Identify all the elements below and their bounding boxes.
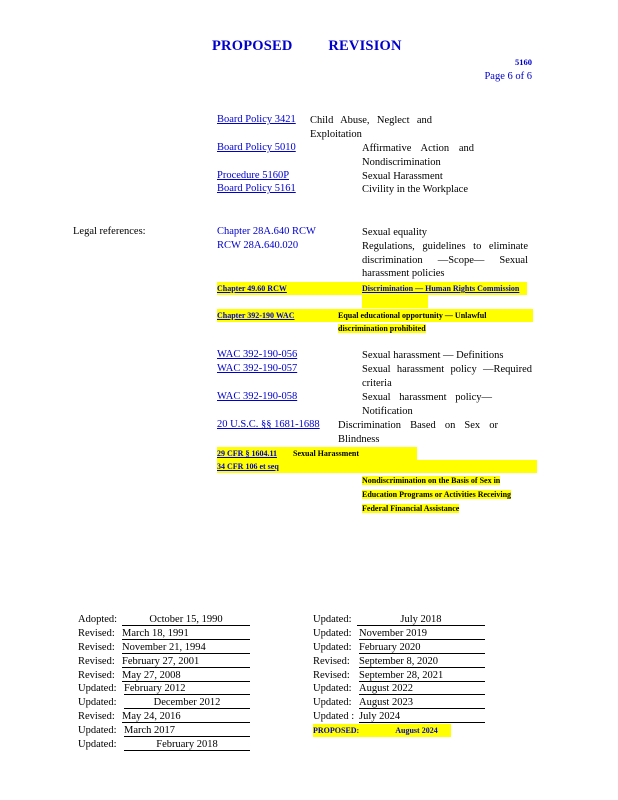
history-label: Updated : [313,711,355,723]
history-label: Revised: [313,655,350,667]
document-title: PROPOSED REVISION [212,38,402,54]
legal-ref: 34 CFR 106 et seq [217,462,279,471]
highlight-desc [338,309,533,335]
related-desc: Sexual Harassment [362,171,443,182]
related-desc: Civility in the Workplace [362,184,468,195]
link-board-policy-5010[interactable]: Board Policy 5010 [217,142,296,153]
legal-ref: WAC 392-190-057 [217,363,298,374]
history-date: November 21, 1994 [122,641,250,654]
history-date: February 2020 [359,641,485,654]
history-row [313,710,451,724]
history-row [78,641,206,655]
history-row [313,641,451,655]
history-date: February 27, 2001 [122,655,250,668]
history-label: Updated: [78,725,117,737]
history-date: March 2017 [124,724,250,737]
history-label: PROPOSED: [313,726,360,736]
history-label: Updated: [78,739,117,751]
history-row [78,696,221,710]
history-date: September 8, 2020 [359,655,485,668]
history-date: October 15, 1990 [122,613,250,626]
related-desc: Affirmative Action and Nondiscrimination [362,143,474,168]
legal-ref: 20 U.S.C. §§ 1681-1688 [217,419,320,430]
highlight-continuation [362,295,428,308]
history-left [78,613,223,752]
legal-desc: Discrimination Based on Sex or Blindness [338,420,498,445]
legal-desc: Discrimination — Human Rights Commission [362,284,520,293]
history-row [78,613,223,627]
legal-desc: Sexual harassment — Definitions [362,350,504,361]
highlight-row [217,447,417,460]
legal-ref: RCW 28A.640.020 [217,240,299,251]
history-label: Revised: [78,655,115,667]
history-label: Revised: [78,627,115,639]
history-row [78,655,200,669]
history-right [313,613,451,738]
legal-desc: Sexual harassment policy —Required criteria [362,364,532,389]
history-date: November 2019 [359,627,485,640]
history-label: Revised: [78,711,115,723]
history-label: Updated: [313,697,352,709]
history-date: September 28, 2021 [359,669,485,682]
history-row [313,669,451,683]
legal-ref: WAC 392-190-056 [217,349,298,360]
history-label: Updated: [313,627,352,639]
legal-ref: WAC 392-190-058 [217,391,298,402]
history-row [313,655,451,669]
legal-desc: Nondiscrimination on the Basis of Sex in Education Programs or Activities Receiving Federal Financial Assistance [362,476,512,513]
history-row [78,724,176,738]
highlight-desc [362,474,530,516]
history-label: Updated: [313,641,352,653]
history-date: December 2012 [124,696,250,709]
legal-ref: Chapter 28A.640 RCW [217,226,316,237]
legal-desc: Sexual Harassment [293,449,359,458]
legal-references-label: Legal references: [73,226,146,237]
legal-desc: Sexual harassment policy— Notification [362,392,492,417]
legal-desc: Equal educational opportunity — Unlawful discrimination prohibited [338,311,487,333]
policy-number: 5160 [515,57,532,67]
history-date: May 24, 2016 [122,710,250,723]
history-date: February 2012 [124,682,250,695]
history-date: July 2018 [357,613,485,626]
history-date: August 2024 [395,726,438,736]
legal-ref: 29 CFR § 1604.11 [217,449,277,458]
history-label: Updated: [78,683,117,695]
history-date: August 2023 [359,696,485,709]
history-row [313,682,451,696]
legal-ref: Chapter 49.60 RCW [217,284,287,293]
history-label: Adopted: [78,614,118,625]
history-label: Revised: [78,669,115,681]
history-row [78,682,186,696]
history-row [78,627,189,641]
history-label: Updated: [313,614,352,625]
history-row [78,738,218,752]
link-board-policy-5161[interactable]: Board Policy 5161 [217,183,296,194]
history-row [313,696,451,710]
highlight-desc [362,282,527,295]
history-label: Updated: [313,683,352,695]
history-row [313,613,451,627]
highlight-row [217,460,537,473]
history-row [313,627,451,641]
history-label: Updated: [78,697,117,709]
link-procedure-5160p[interactable]: Procedure 5160P [217,170,290,181]
legal-desc: Sexual equality [362,227,428,238]
history-date: July 2024 [359,710,485,723]
history-date: May 27, 2008 [122,669,250,682]
history-row [78,710,181,724]
history-row-proposed [313,724,451,738]
link-board-policy-3421[interactable]: Board Policy 3421 [217,114,296,125]
history-row [78,669,181,683]
history-label: Revised: [313,669,350,681]
legal-desc: Regulations, guidelines to eliminate discrimination —Scope— Sexual harassment policies [362,241,528,280]
history-date: March 18, 1991 [122,627,250,640]
page-number: Page 6 of 6 [484,71,532,82]
legal-ref: Chapter 392-190 WAC [217,311,295,320]
history-date: February 2018 [124,738,250,751]
related-desc: Child Abuse, Neglect and Exploitation [310,115,432,140]
history-label: Revised: [78,641,115,653]
history-date: August 2022 [359,682,485,695]
